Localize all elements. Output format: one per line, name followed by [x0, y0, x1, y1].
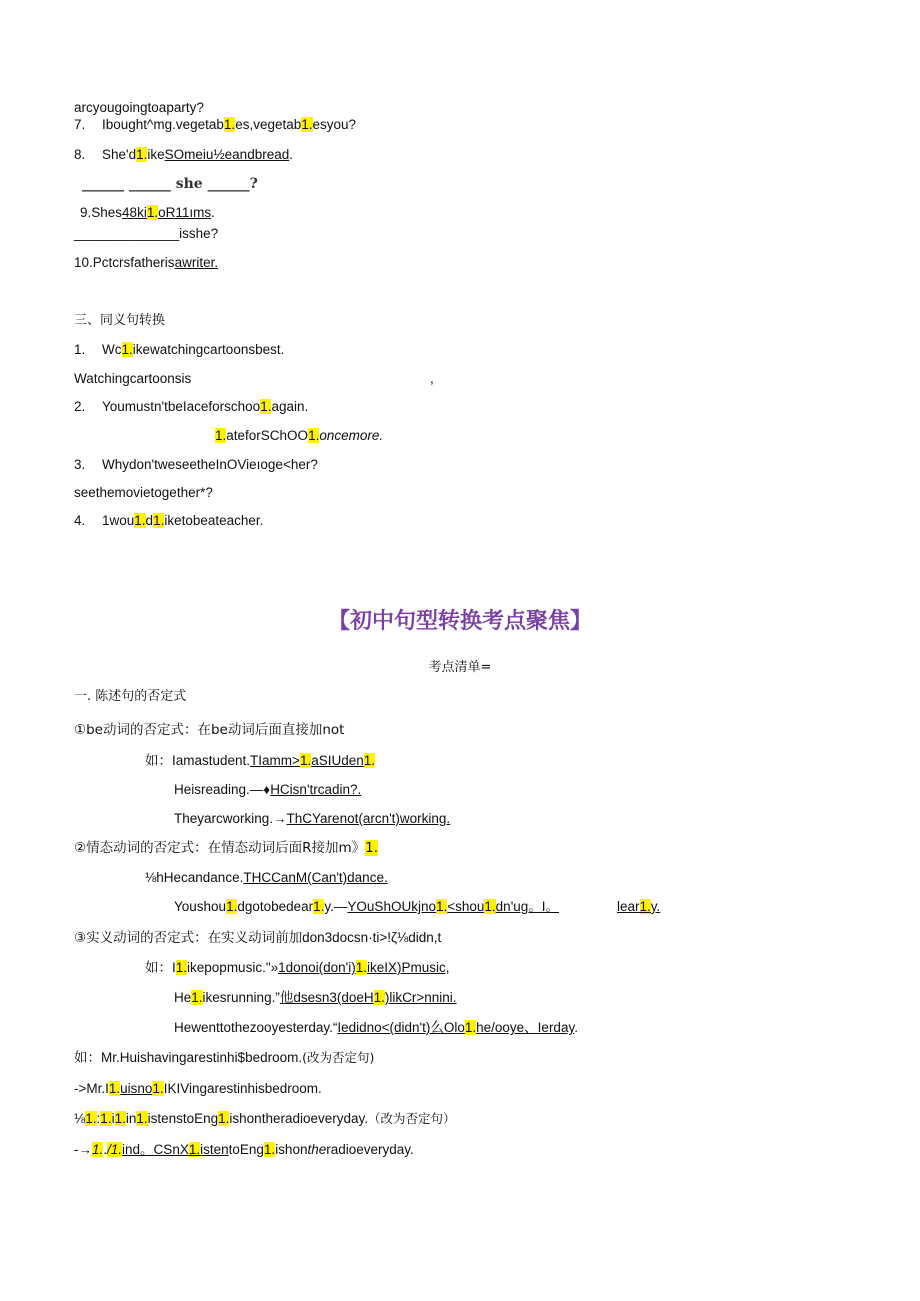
example-exercise-1-answer: ->Mr.I1.uisno1.IKIVingarestinhisbedroom.: [74, 1081, 322, 1096]
highlight-mark: 1.: [92, 1142, 104, 1157]
highlight-mark: 1.: [153, 513, 165, 528]
synonym-1-comma: ,: [430, 371, 434, 386]
highlight-mark: 1.: [363, 753, 376, 768]
example-main-3: Hewenttothezooyesterday.“Iedidno<(didn't)么Olo1.he/ooye、Ierday.: [174, 1020, 578, 1035]
highlight-mark: 1.: [134, 513, 146, 528]
note-modal-verb: ②情态动词的否定式：在情态动词后面R接加m》1.: [74, 840, 379, 856]
example-modal-2-tail: lear1.y.: [617, 899, 661, 914]
highlight-mark: 1.: [218, 1111, 230, 1126]
example-modal-1: ⅛hHecandance.THCCanM(Can't)dance.: [145, 870, 388, 885]
highlight-mark: 1.: [639, 899, 651, 914]
highlight-mark: 1.: [114, 1111, 126, 1126]
highlight-mark: 1.: [260, 399, 272, 414]
example-exercise-1: 如：Mr.Huishavingarestinhi$bedroom.(改为否定句): [74, 1050, 375, 1065]
example-main-1: 如：I1.ikepopmusic."»1donoi(don'i)1.ikeIX)Pmusic,: [145, 960, 450, 976]
highlight-mark: 1.: [108, 1081, 121, 1096]
highlight-mark: 1.: [435, 899, 448, 914]
synonym-2: 2. Youmustn'tbeIaceforschoo1.again.: [74, 399, 309, 414]
example-modal-2: Youshou1.dgotobedear1.y.—YOuShOUkjno1.<shou1.dn'ug。I。: [174, 899, 560, 914]
highlight-mark: 1.: [226, 899, 238, 914]
question-10: 10.Pctcrsfatherisawriter.: [74, 255, 219, 270]
highlight-mark: 1.: [365, 840, 379, 856]
highlight-mark: 1.: [146, 205, 159, 220]
synonym-1: 1. Wc1.ikewatchingcartoonsbest.: [74, 342, 285, 357]
synonym-1-rewrite: Watchingcartoonsis: [74, 371, 192, 386]
question-9-blank: ______________isshe?: [74, 226, 219, 241]
example-be-2: Heisreading.—♦HCisn'trcadin?.: [174, 782, 362, 797]
note-heading-negative: 一. 陈述句的否定式: [74, 689, 187, 704]
highlight-mark: 1.: [215, 428, 227, 443]
note-main-verb: ③实义动词的否定式：在实义动词前加don3docsn·ti>!ζ⅛didn,t: [74, 930, 442, 946]
example-main-2: He1.ikesrunning.”他dsesn3(doeH1.)likCr>nnini.: [174, 990, 457, 1005]
example-be-3: Theyarcworking.→ThCYarenot(arcn't)working.: [174, 811, 451, 826]
highlight-mark: 1.: [223, 117, 236, 132]
section-subtitle: 考点清单=: [428, 660, 492, 675]
synonym-2-rewrite: 1.ateforSChOO1.oncemore.: [215, 428, 384, 443]
example-be-1: 如：Iamastudent.TIamm>1.aSIUden1.: [145, 753, 376, 769]
section-heading-synonym: 三、同义句转换: [74, 313, 166, 328]
question-8: 8. She'd1.ikeSOmeiu½eandbread.: [74, 147, 293, 162]
highlight-mark: 1.: [308, 428, 320, 443]
highlight-mark: 1.: [191, 990, 203, 1005]
synonym-3-rewrite: seethemovietogether*?: [74, 485, 213, 500]
highlight-mark: 1.: [373, 990, 385, 1005]
synonym-3: 3. Whydon'tweseetheInOVieıoge<her?: [74, 457, 318, 472]
question-7: 7. Ibought^mg.vegetab1.es,vegetab1.esyou?: [74, 117, 357, 132]
highlight-mark: 1.: [85, 1111, 97, 1126]
example-exercise-2-answer: -→1../1.ind。CSnX1.istentoEng1.ishontheradioeveryday.: [74, 1142, 414, 1157]
highlight-mark: /1.: [107, 1142, 123, 1157]
question-8-blank: ______ ______ she ______?: [82, 176, 258, 192]
highlight-mark: 1.: [313, 899, 325, 914]
highlight-mark: 1.: [152, 1081, 164, 1096]
synonym-4: 4. 1wou1.d1.iketobeateacher.: [74, 513, 264, 528]
highlight-mark: 1.: [464, 1020, 477, 1035]
highlight-mark: 1.: [188, 1142, 201, 1157]
highlight-mark: 1.: [136, 1111, 148, 1126]
question-9: 9.Shes48ki1.oR11ıms.: [80, 205, 215, 220]
example-exercise-2: ⅛1.:1.i1.in1.istenstoEng1.ishontheradioeveryday.（改为否定句）: [74, 1111, 456, 1126]
line-party: arcyougoingtoaparty?: [74, 100, 204, 115]
highlight-mark: 1.: [299, 753, 312, 768]
highlight-mark: 1.: [484, 899, 496, 914]
note-be-verb: ①be动词的否定式：在be动词后面直接加not: [74, 722, 345, 738]
highlight-mark: 1.: [263, 1142, 276, 1157]
highlight-mark: 1.: [301, 117, 313, 132]
highlight-mark: 1.: [121, 342, 133, 357]
highlight-mark: 1.: [175, 960, 188, 975]
section-title: 【初中句型转换考点聚焦】: [327, 609, 592, 634]
highlight-mark: 1.: [100, 1111, 112, 1126]
highlight-mark: 1.: [355, 960, 368, 975]
highlight-mark: 1.: [136, 147, 148, 162]
